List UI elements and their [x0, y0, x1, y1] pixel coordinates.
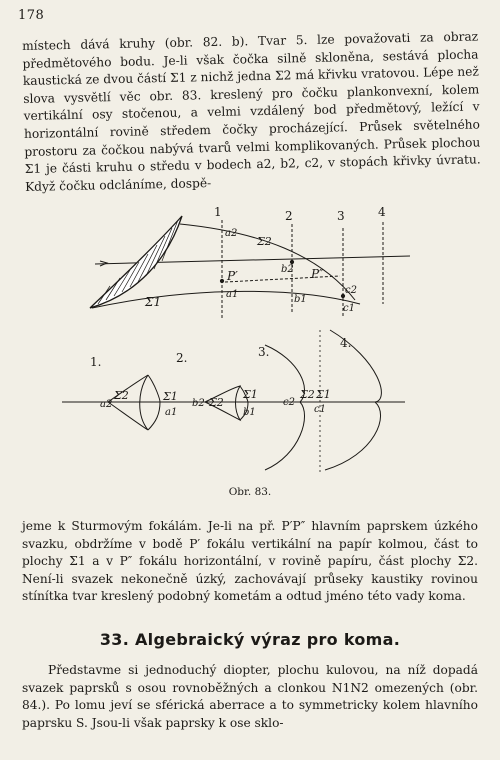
- label-sigma2-upper: Σ2: [257, 235, 272, 248]
- column-number-3: 3: [337, 209, 345, 223]
- figure-83: [0, 200, 500, 485]
- column-number-1: 1: [214, 205, 222, 219]
- section-number-3: 3.: [258, 345, 270, 359]
- label-a2-lower: a2: [100, 399, 113, 410]
- label-sigma2-lower-b: Σ2: [209, 396, 224, 409]
- label-c1-lower: c1: [314, 404, 326, 415]
- label-b1-lower: b1: [243, 407, 256, 418]
- label-c2-lower: c2: [283, 397, 295, 408]
- label-b2-upper: b2: [281, 264, 294, 275]
- section-number-4: 4.: [340, 336, 352, 350]
- upper-diagram: [90, 216, 410, 318]
- column-number-4: 4: [378, 205, 386, 219]
- section-4-shape: [325, 330, 381, 470]
- label-sigma2-lower-a: Σ2: [114, 389, 129, 402]
- label-sigma2-lower-c: Σ2: [300, 388, 315, 401]
- label-c1-upper: c1: [343, 303, 355, 314]
- page-number: 178: [18, 8, 45, 23]
- lower-labels: [90, 336, 351, 418]
- paragraph-coma: jeme k Sturmovým fokálám. Je-li na př. P′P″ hlavním paprskem úzkého svazku, obdržíme v bodě P′ fokálu vertikální na papír kolmou, část to plochy Σ1 a v P″ fokálu horizontální, v rovině papíru, část plochy Σ2. Není-li svazek nekonečně úzký, zachovávají průseky kaustiky rovinou stínítka tvar kreslený podobný kometám a odtud jméno této vady koma.: [22, 519, 478, 604]
- label-sigma1-lower-c: Σ1: [316, 388, 331, 401]
- section-number-2: 2.: [176, 351, 188, 365]
- section-number-1: 1.: [90, 355, 102, 369]
- label-sigma1-upper: Σ1: [145, 295, 162, 309]
- label-b2-lower: b2: [192, 398, 205, 409]
- paragraph-intro: místech dává kruhy (obr. 82. b). Tvar 5. lze považovati za obraz předmětového bodu. Je-li však čočka silně skloněna, sestává plocha kaustická ze dvou částí Σ1 z nichž jedna Σ2 má křivku vratovou. Lépe než slova vysvětlí věc obr. 83. kreslený pro čočku plankonvexní, kolem vertikální osy stočenou, a velmi vzdálený bod předmětový, ležící v horizontální rovině středem čočky procházející. Průsek světelného prostoru za čočkou nabývá tvarů velmi komplikovaných. Průsek plochou Σ1 je části kruhu o středu v bodech a2, b2, c2, v stopách křivky úvratu. Když čočku odcláníme, dospě-: [22, 29, 481, 194]
- label-a1-lower: a1: [165, 407, 178, 418]
- label-a2-upper: a2: [225, 228, 238, 239]
- column-number-2: 2: [285, 209, 293, 223]
- label-c2-upper: c2: [345, 285, 357, 296]
- label-p-prime: P′: [227, 269, 238, 283]
- figure-caption: Obr. 83.: [228, 486, 272, 498]
- section-heading: 33. Algebraický výraz pro koma.: [99, 630, 401, 649]
- label-b1-upper: b1: [294, 294, 307, 305]
- paragraph-section-33: Představme si jednoduchý diopter, plochu kulovou, na níž dopadá svazek paprsků s osou rovnoběžných a clonkou N1N2 omezených (obr. 84.). Po lomu jeví se sférická aberrace a to symmetricky kolem hlavního paprsku S. Jsou-li však paprsky k ose sklo-: [22, 663, 478, 730]
- label-p-double-prime: P″: [311, 267, 324, 281]
- label-sigma1-lower-b: Σ1: [243, 388, 258, 401]
- label-a1-upper: a1: [226, 289, 239, 300]
- label-sigma1-lower-a: Σ1: [163, 390, 178, 403]
